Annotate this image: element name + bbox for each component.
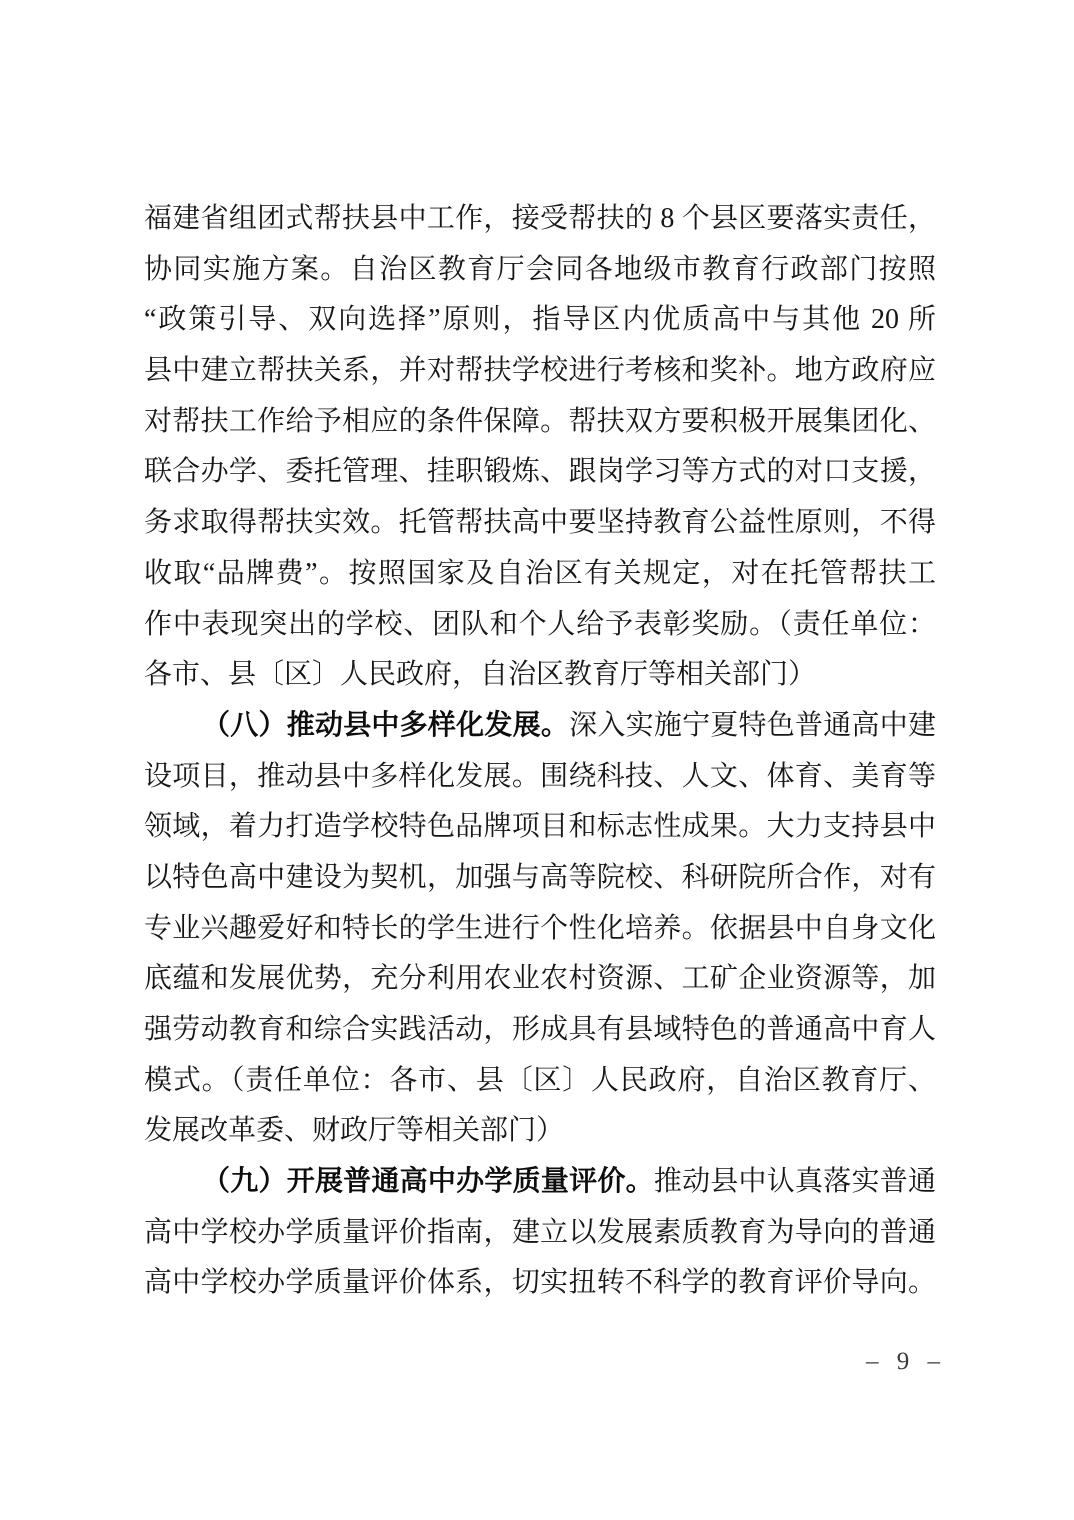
text-segment: 高中学校办学质量评价体系，切实扭转不科学的教育评价导向。 (144, 1267, 936, 1299)
text-line (144, 752, 936, 803)
text-segment: 发展改革委、财政厅等相关部门） (144, 1115, 565, 1147)
text-segment: 高中学校办学质量评价指南，建立以发展素质教育为导向的普通 (144, 1216, 936, 1248)
section-heading-bold: （八）推动县中多样化发展。 (202, 709, 570, 741)
text-segment: 领域，着力打造学校特色品牌项目和标志性成果。大力支持县中 (144, 811, 936, 843)
text-segment: 协同实施方案。自治区教育厅会同各地级市教育行政部门按照 (144, 253, 936, 285)
text-line (144, 904, 936, 955)
section-heading-bold: （九）开展普通高中办学质量评价。 (202, 1166, 654, 1198)
section-heading-line-8 (144, 701, 936, 752)
text-segment: 收取“品牌费”。按照国家及自治区有关规定，对在托管帮扶工 (144, 557, 936, 589)
page-number: – 9 – (866, 1348, 946, 1375)
text-line (144, 650, 936, 701)
text-segment: 深入实施宁夏特色普通高中建 (569, 709, 936, 741)
text-line (144, 549, 936, 600)
text-line (144, 194, 936, 245)
text-line (144, 1005, 936, 1056)
text-segment: 模式。（责任单位：各市、县〔区〕人民政府，自治区教育厅、 (144, 1064, 936, 1096)
text-line (144, 1258, 936, 1309)
text-segment: 设项目，推动县中多样化发展。围绕科技、人文、体育、美育等 (144, 760, 936, 792)
text-segment: 底蕴和发展优势，充分利用农业农村资源、工矿企业资源等，加 (144, 963, 936, 995)
text-segment: 务求取得帮扶实效。托管帮扶高中要坚持教育公益性原则，不得 (144, 507, 936, 539)
text-segment: 作中表现突出的学校、团队和个人给予表彰奖励。（责任单位： (144, 608, 936, 640)
text-segment: 对帮扶工作给予相应的条件保障。帮扶双方要积极开展集团化、 (144, 405, 936, 437)
text-line (144, 1208, 936, 1259)
text-line (144, 397, 936, 448)
text-segment: 县中建立帮扶关系，并对帮扶学校进行考核和奖补。地方政府应 (144, 355, 936, 387)
text-line (144, 600, 936, 651)
text-line (144, 447, 936, 498)
text-segment: 专业兴趣爱好和特长的学生进行个性化培养。依据县中自身文化 (144, 912, 936, 944)
text-segment: 推动县中认真落实普通 (653, 1166, 936, 1198)
text-line (144, 295, 936, 346)
text-line (144, 346, 936, 397)
text-line (144, 802, 936, 853)
text-line (144, 1056, 936, 1107)
text-line (144, 498, 936, 549)
text-segment: 以特色高中建设为契机，加强与高等院校、科研院所合作，对有 (144, 861, 936, 893)
text-segment: 各市、县〔区〕人民政府，自治区教育厅等相关部门） (144, 659, 817, 691)
text-segment: 强劳动教育和综合实践活动，形成具有县域特色的普通高中育人 (144, 1014, 936, 1045)
text-line (144, 954, 936, 1005)
text-segment: “政策引导、双向选择”原则，指导区内优质高中与其他 20 所 (144, 304, 936, 336)
document-text-block (144, 194, 936, 1309)
text-line (144, 853, 936, 904)
text-line (144, 1106, 936, 1157)
text-segment: 联合办学、委托管理、挂职锻炼、跟岗学习等方式的对口支援， (144, 456, 936, 488)
text-line (144, 245, 936, 296)
text-segment: 福建省组团式帮扶县中工作，接受帮扶的 8 个县区要落实责任， (144, 203, 936, 234)
section-heading-line-9 (144, 1157, 936, 1208)
